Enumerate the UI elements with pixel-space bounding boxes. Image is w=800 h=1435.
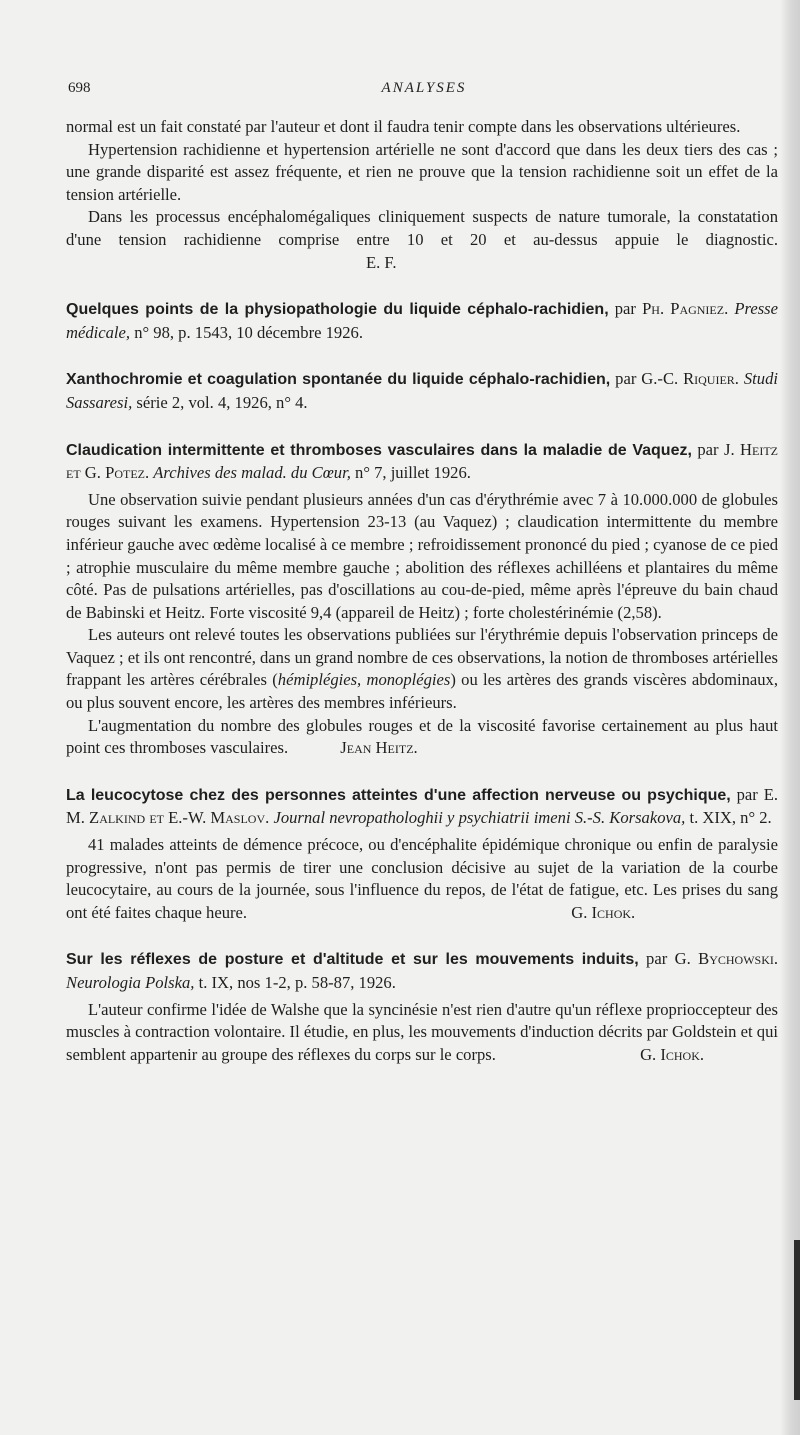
entry-paragraph: [66, 715, 778, 760]
entry-author: Ph. Pagniez.: [642, 299, 729, 319]
intro-paragraph: normal est un fait constaté par l'auteur et dont il faudra tenir compte dans les observations ultérieures.: [66, 117, 741, 136]
signature: G. Ichok.: [640, 1044, 705, 1064]
abstract-entry: [66, 368, 778, 414]
entry-paragraph: [66, 834, 778, 924]
entry-journal: Presse médicale,: [66, 299, 778, 342]
entry-by: par: [697, 439, 719, 459]
entry-paragraph: [66, 624, 778, 714]
entry-title: Quelques points de la physiopathologie du liquide céphalo-rachidien,: [66, 301, 609, 319]
entry-reference: t. IX, nos 1-2, p. 58-87, 1926.: [198, 973, 396, 992]
entry-reference: n° 7, juillet 1926.: [355, 463, 471, 483]
entry-title: Claudication intermittente et thromboses vasculaires dans la maladie de Vaquez,: [66, 441, 692, 459]
page-edge-shadow: [780, 0, 800, 1435]
paragraph-text: Dans les processus encéphalomégaliques cliniquement suspects de nature tumorale, la constatation d'une tension rachidienne comprise entre 10 et 20 et au-dessus appuie le diagnostic.: [66, 207, 778, 249]
paragraph-text: 41 malades atteints de démence précoce, ou d'encéphalite épidémique chronique ou enfin de paralysie progressive, n'ont pas permis de tirer une conclusion décisive au sujet de la variation de la courbe leucocytaire, au cours de la journée, sous l'influence du repos, de l'état de fatigue, etc. Les prises du sang ont été faites chaque heure.: [66, 835, 778, 922]
abstract-entry: [66, 948, 778, 1066]
abstract-entry: [66, 298, 778, 344]
page-content: [66, 116, 778, 1066]
running-title: ANALYSES: [381, 80, 467, 96]
entry-author: G. Bychowski.: [674, 949, 779, 969]
entry-journal: Neurologia Polska,: [66, 973, 195, 992]
entry-author: E. M. Zalkind et E.-W. Maslov.: [66, 784, 778, 828]
entry-by: par: [646, 949, 668, 969]
entry-paragraph: [66, 999, 778, 1067]
paragraph-text: Les auteurs ont relevé toutes les observations publiées sur l'érythrémie depuis l'observation princeps de Vaquez ; et ils ont rencontré, dans un grand nombre de ces observations, la notion de thromboses artérielles frappant les artères cérébrales (: [66, 625, 778, 690]
entry-reference: t. XIX, n° 2.: [689, 808, 772, 828]
signature: Jean Heitz.: [340, 738, 418, 758]
intro-section: [66, 116, 778, 274]
paragraph-text: ) ou les artères des grands viscères abdominaux, ou plus souvent encore, les artères des membres inférieurs.: [66, 670, 779, 713]
paragraph-text: L'augmentation du nombre des globules rouges et de la viscosité favorise certainement au plus haut point ces thromboses vasculaires.: [66, 715, 778, 758]
entry-paragraph: Une observation suivie pendant plusieurs années d'un cas d'érythrémie avec 7 à 10.000.000 de globules rouges suivant les examens. Hypertension 23-13 (au Vaquez) ; claudication intermittente du membre inférieur gauche avec œdème localisé à ce membre ; refroidissement prononcé du pied ; cyanose de ce pied ; atrophie musculaire du même membre gauche ; abolition des réflexes achilléens et plantaires du même côté. Pas de pulsations artérielles, pas d'oscillations au cou-de-pied, même après l'épreuve du bain chaud de Babinski et Heitz. Forte viscosité 9,4 (appareil de Heitz) ; forte cholestérinémie (2,58).: [66, 489, 778, 622]
entry-reference: série 2, vol. 4, 1926, n° 4.: [136, 392, 308, 412]
abstract-entry: [66, 784, 778, 925]
abstract-entry: [66, 439, 778, 760]
entry-heading: [66, 439, 778, 485]
entry-title: La leucocytose chez des personnes atteintes d'une affection nerveuse ou psychique,: [66, 786, 731, 804]
entry-journal: Archives des malad. du Cœur,: [153, 463, 351, 483]
entry-heading: [66, 948, 778, 994]
signature: E. F.: [366, 252, 397, 272]
paragraph-text: L'auteur confirme l'idée de Walshe que la syncinésie n'est rien d'autre qu'un réflexe proprioccepteur des muscles à contraction volontaire. Il étudie, en plus, les mouvements d'induction décrits par Goldstein et qui semblent appartenir au groupe des réflexes du corps sur le corps.: [66, 999, 778, 1064]
entry-by: par: [614, 299, 636, 319]
entry-journal: Journal nevropathologhii y psychiatrii imeni S.-S. Korsakova,: [273, 808, 686, 828]
paragraph-italic: hémiplégies, monoplégies: [277, 670, 451, 690]
entry-heading: [66, 784, 778, 830]
entry-by: par: [615, 369, 637, 389]
binding-edge: [794, 1240, 800, 1400]
entry-journal: Studi Sassaresi,: [66, 369, 778, 412]
page-number: 698: [68, 80, 91, 96]
page-header: [68, 80, 780, 104]
entry-heading: [66, 368, 778, 414]
entry-by: par: [736, 784, 758, 804]
entry-reference: n° 98, p. 1543, 10 décembre 1926.: [134, 322, 363, 342]
entry-author: G.-C. Riquier.: [641, 369, 739, 389]
entry-heading: [66, 298, 778, 344]
entry-author: J. Heitz et G. Potez.: [66, 439, 779, 483]
signature: G. Ichok.: [571, 902, 636, 922]
intro-paragraph: [66, 206, 778, 274]
entry-title: Xanthochromie et coagulation spontanée du liquide céphalo-rachidien,: [66, 371, 611, 389]
entry-title: Sur les réflexes de posture et d'altitude et sur les mouvements induits,: [66, 951, 639, 969]
intro-paragraph: Hypertension rachidienne et hypertension artérielle ne sont d'accord que dans les deux tiers des cas ; une grande disparité est assez fréquente, et rien ne prouve que la tension rachidienne soit un effet de la tension artérielle.: [66, 139, 778, 204]
